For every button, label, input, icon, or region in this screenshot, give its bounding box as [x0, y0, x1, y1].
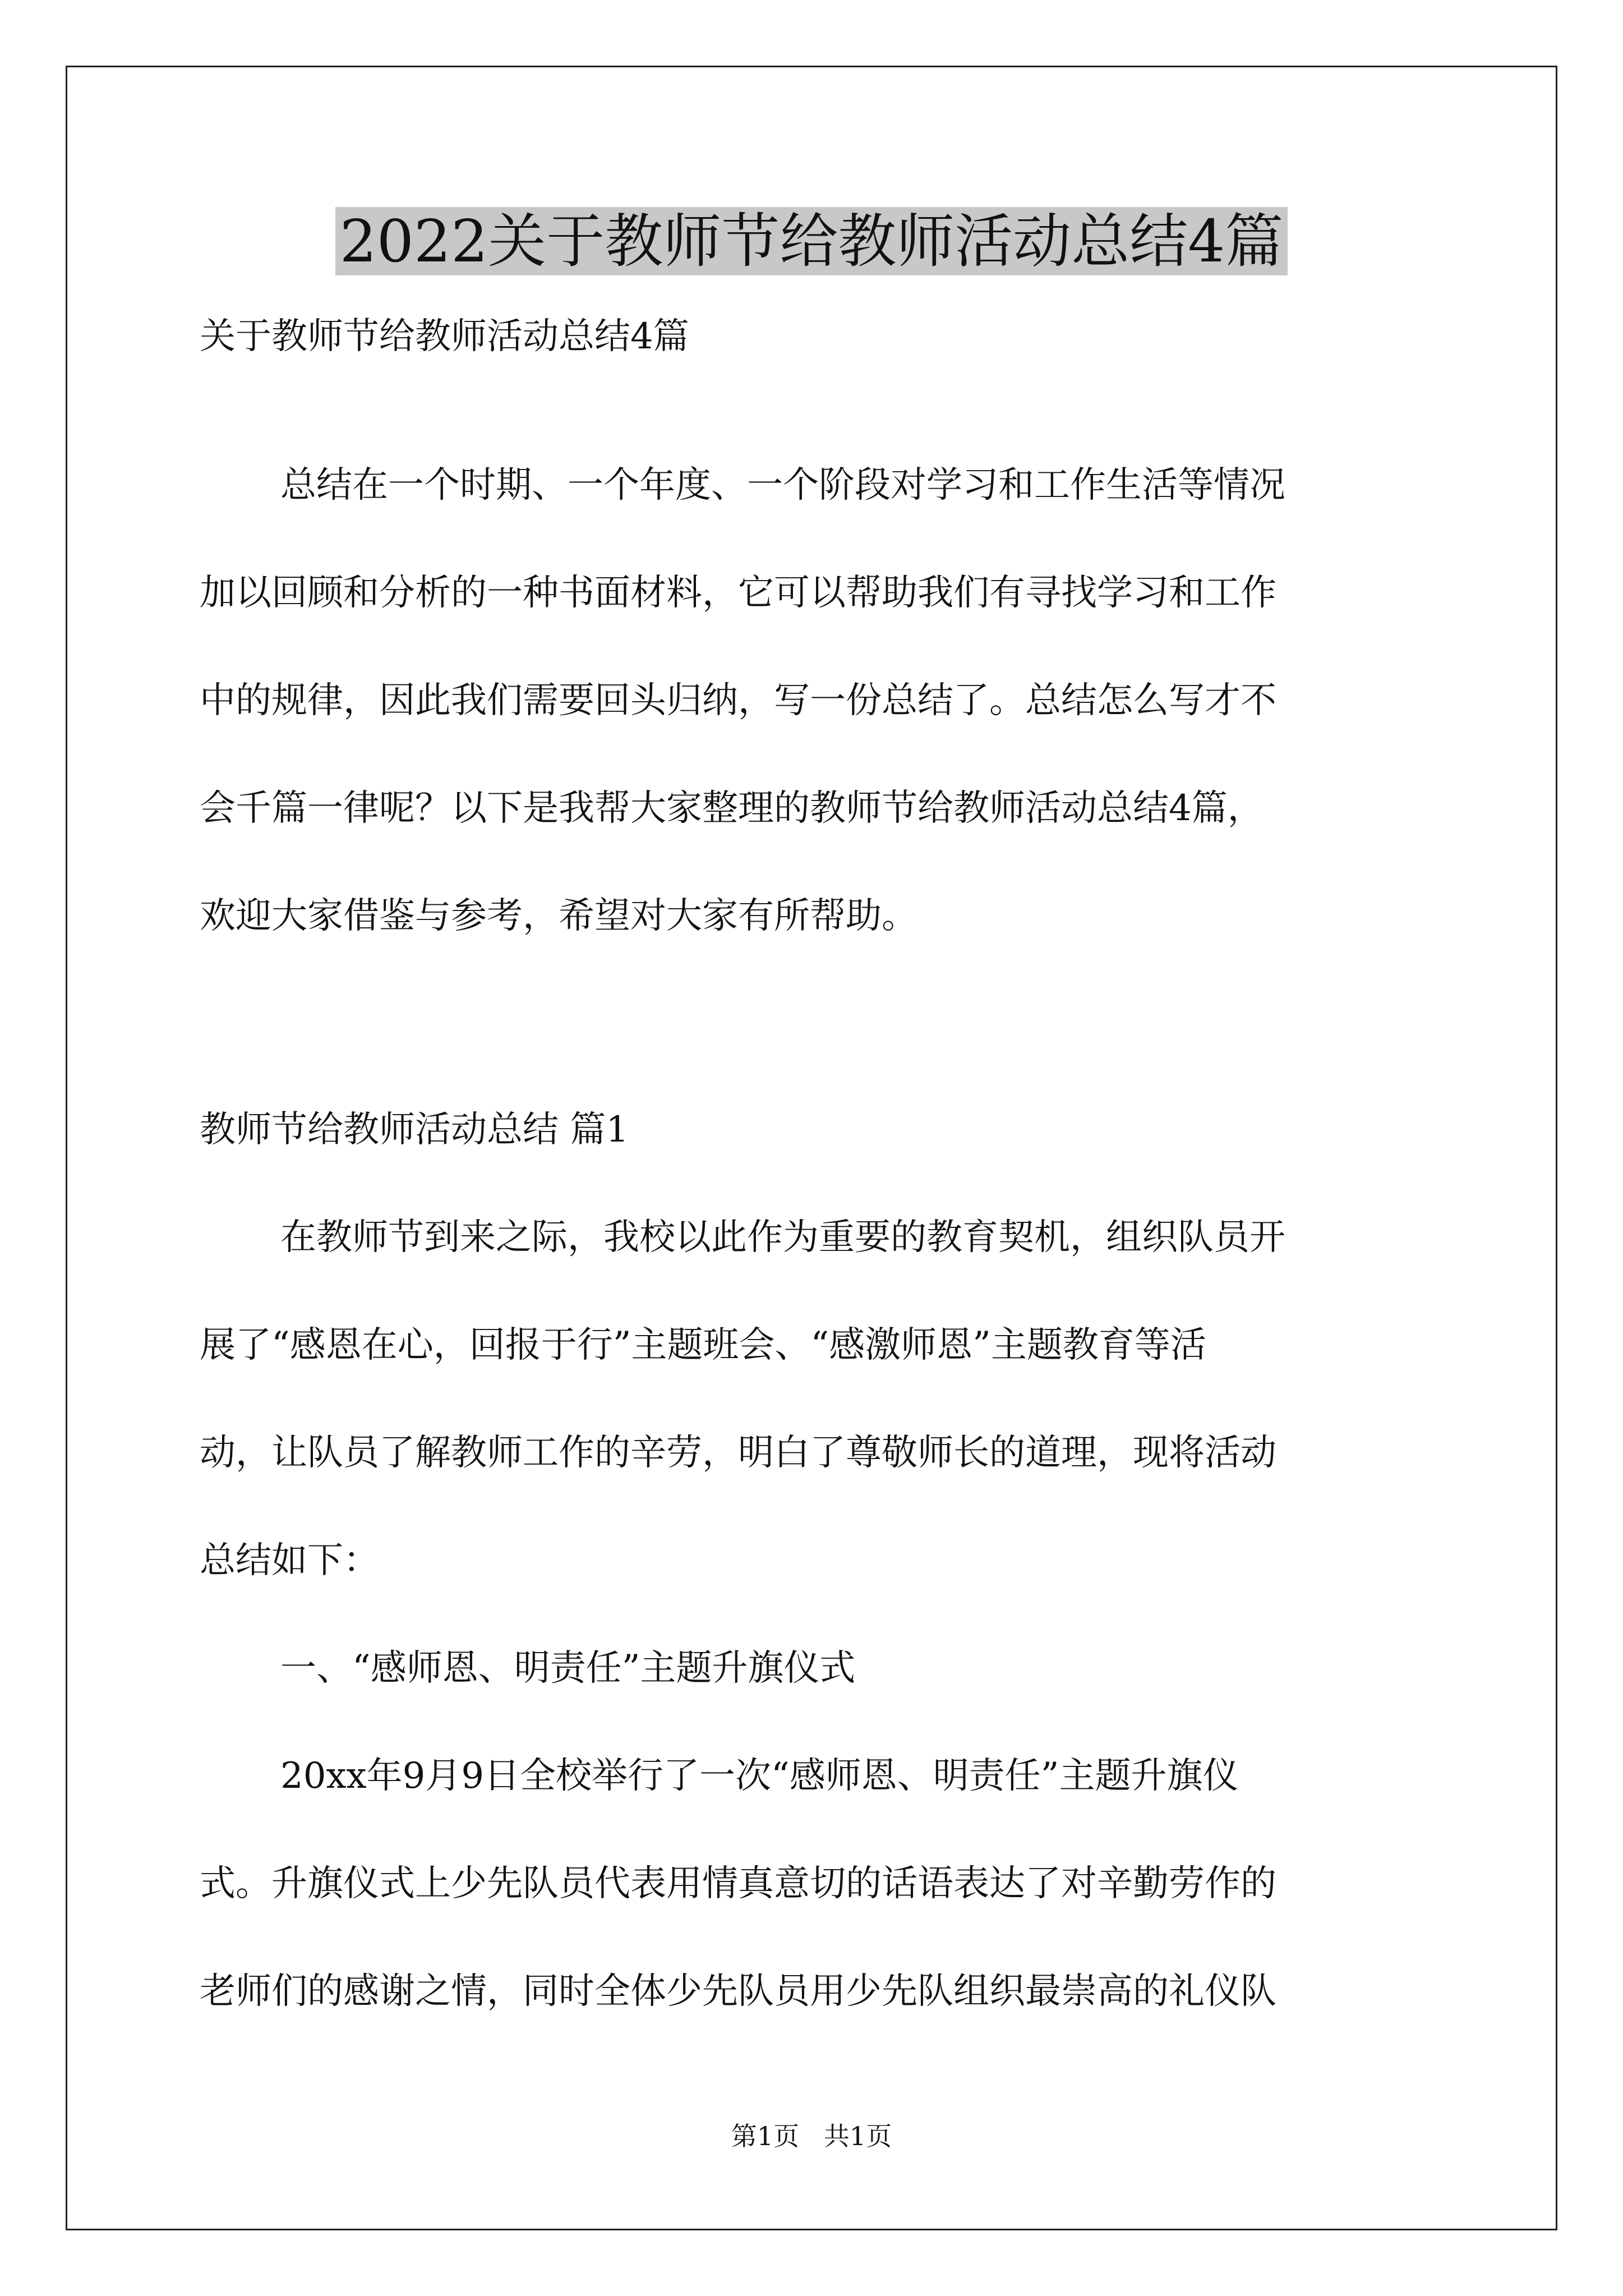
document-title	[0, 202, 1623, 280]
subtitle-line: 关于教师节给教师活动总结4篇	[200, 316, 689, 357]
section-heading: 教师节给教师活动总结 篇1	[200, 1109, 629, 1151]
intro-line-1: 总结在一个时期、一个年度、一个阶段对学习和工作生活等情况	[280, 464, 1285, 506]
body-line-5: 20xx年9月9日全校举行了一次“感师恩、明责任”主题升旗仪	[280, 1755, 1239, 1797]
body-line-2: 展了“感恩在心，回报于行”主题班会、“感激师恩”主题教育等活	[200, 1324, 1206, 1366]
body-line-1: 在教师节到来之际，我校以此作为重要的教育契机，组织队员开	[280, 1217, 1285, 1258]
subsection-heading: 一、“感师恩、明责任”主题升旗仪式	[280, 1648, 856, 1689]
intro-line-2: 加以回顾和分析的一种书面材料，它可以帮助我们有寻找学习和工作	[200, 572, 1276, 614]
intro-line-4: 会千篇一律呢？以下是我帮大家整理的教师节给教师活动总结4篇，	[200, 788, 1264, 829]
body-line-6: 式。升旗仪式上少先队员代表用情真意切的话语表达了对辛勤劳作的	[200, 1863, 1276, 1904]
page-footer: 第1页 共1页	[731, 2121, 892, 2151]
intro-line-3: 中的规律，因此我们需要回头归纳，写一份总结了。总结怎么写才不	[200, 680, 1276, 721]
body-line-4: 总结如下：	[200, 1540, 379, 1581]
body-line-3: 动，让队员了解教师工作的辛劳，明白了尊敬师长的道理，现将活动	[200, 1432, 1276, 1474]
document-title-text: 2022关于教师节给教师活动总结4篇	[335, 207, 1288, 275]
body-line-7: 老师们的感谢之情，同时全体少先队员用少先队组织最崇高的礼仪队	[200, 1971, 1276, 2012]
intro-line-5: 欢迎大家借鉴与参考，希望对大家有所帮助。	[200, 895, 917, 937]
